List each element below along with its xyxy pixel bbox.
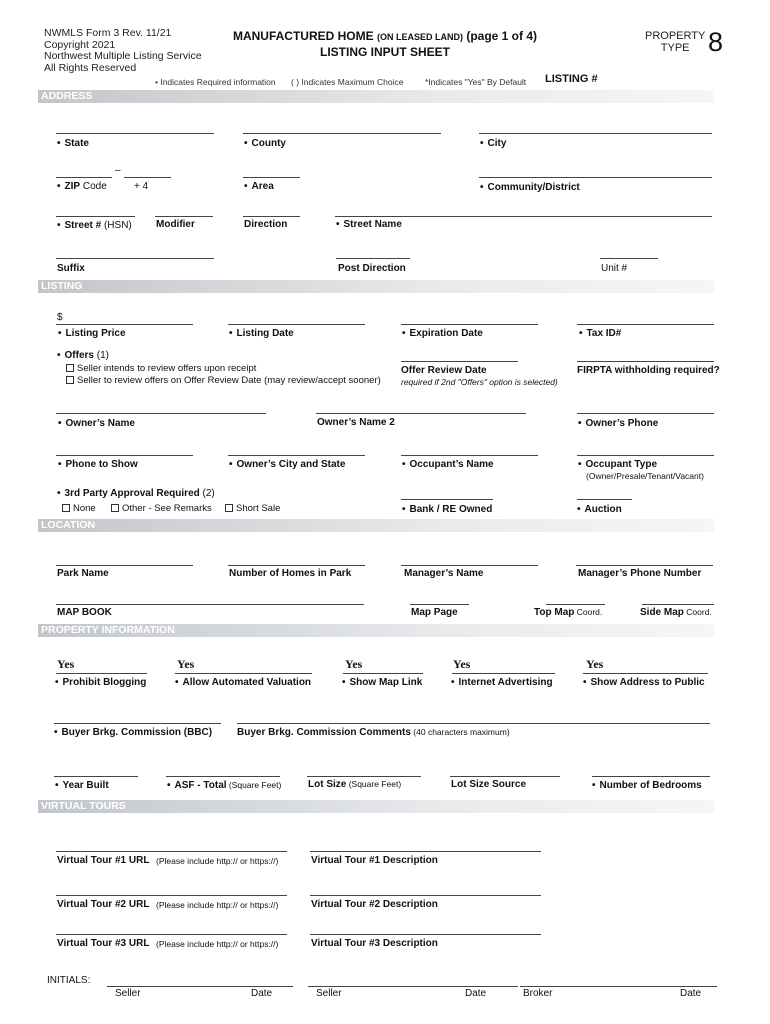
map-page-field[interactable] bbox=[410, 604, 469, 605]
offers-text: Offers bbox=[64, 350, 94, 361]
tour3-url-label: Virtual Tour #3 URL bbox=[57, 938, 150, 949]
title-page: (page 1 of 4) bbox=[466, 29, 538, 43]
third-party-other[interactable] bbox=[111, 503, 212, 514]
owner-phone-field[interactable] bbox=[577, 413, 714, 414]
asf-total-text: ASF - Total bbox=[174, 780, 227, 791]
date3-label: Date bbox=[680, 988, 702, 999]
offers-option-1[interactable] bbox=[66, 363, 256, 374]
owner-phone-label: • Owner’s Phone bbox=[578, 418, 658, 429]
hsn-text: (HSN) bbox=[101, 220, 132, 231]
zip-dash: – bbox=[115, 165, 121, 176]
homes-in-park-label: Number of Homes in Park bbox=[229, 568, 352, 579]
internet-advertising-value[interactable]: Yes bbox=[453, 657, 471, 671]
unit-label: Unit # bbox=[601, 263, 628, 274]
show-map-link-field[interactable] bbox=[343, 673, 423, 674]
side-map-label bbox=[640, 607, 712, 618]
city-label: • City bbox=[480, 138, 506, 149]
third-party-short-sale[interactable] bbox=[225, 503, 280, 514]
checkbox-icon[interactable] bbox=[66, 364, 74, 372]
tax-id-label: • Tax ID# bbox=[579, 328, 621, 339]
state-label: • State bbox=[57, 138, 89, 149]
dollar-sign: $ bbox=[57, 312, 63, 323]
show-map-link-value[interactable]: Yes bbox=[345, 657, 363, 671]
tour1-desc-label: Virtual Tour #1 Description bbox=[311, 855, 438, 866]
tour1-url-note: (Please include http:// or https://) bbox=[156, 856, 279, 866]
owner-name-field[interactable] bbox=[56, 413, 266, 414]
modifier-label: Modifier bbox=[156, 219, 195, 230]
broker-initials-field[interactable] bbox=[520, 986, 717, 987]
post-direction-label: Post Direction bbox=[338, 263, 406, 274]
expiration-date-field[interactable] bbox=[401, 324, 538, 325]
listing-price-label: • Listing Price bbox=[58, 328, 126, 339]
suffix-field[interactable] bbox=[56, 258, 214, 259]
expiration-date-label: • Expiration Date bbox=[402, 328, 483, 339]
show-map-link-label: • Show Map Link bbox=[342, 677, 422, 688]
property-type-value: 8 bbox=[708, 27, 724, 57]
allow-avm-label: • Allow Automated Valuation bbox=[175, 677, 311, 688]
lot-size-text: Lot Size bbox=[308, 779, 347, 790]
homes-in-park-field[interactable] bbox=[228, 565, 365, 566]
bbc-comments-text: Buyer Brkg. Commission Comments bbox=[237, 727, 411, 738]
occupant-type-options: (Owner/Presale/Tenant/Vacant) bbox=[586, 471, 704, 481]
legend-default: *Indicates "Yes" By Default bbox=[425, 77, 527, 87]
date2-label: Date bbox=[465, 988, 487, 999]
direction-field[interactable] bbox=[243, 216, 300, 217]
lot-size-source-label: Lot Size Source bbox=[451, 779, 527, 790]
modifier-field[interactable] bbox=[155, 216, 213, 217]
offers-option-2[interactable] bbox=[66, 375, 381, 386]
tour1-desc-field[interactable] bbox=[310, 851, 541, 852]
lot-size-field[interactable] bbox=[307, 776, 421, 777]
third-party-text: 3rd Party Approval Required bbox=[64, 488, 200, 499]
auction-field[interactable] bbox=[577, 499, 632, 500]
suffix-label: Suffix bbox=[57, 263, 85, 274]
community-label: • Community/District bbox=[480, 182, 580, 193]
top-map-coord: Coord. bbox=[574, 607, 603, 617]
bbc-comments-note: (40 characters maximum) bbox=[410, 727, 510, 737]
checkbox-icon[interactable] bbox=[111, 504, 119, 512]
tour3-desc-field[interactable] bbox=[310, 934, 541, 935]
area-label: • Area bbox=[244, 181, 274, 192]
legend-max: ( ) Indicates Maximum Choice bbox=[291, 77, 404, 87]
listing-date-field[interactable] bbox=[228, 324, 365, 325]
tour2-url-note: (Please include http:// or https://) bbox=[156, 900, 279, 910]
bbc-field[interactable] bbox=[54, 723, 221, 724]
plus4-label: + 4 bbox=[134, 181, 149, 192]
listing-date-label: • Listing Date bbox=[229, 328, 294, 339]
copyright: Copyright 2021 bbox=[44, 38, 116, 51]
lot-size-label bbox=[308, 779, 401, 790]
listing-number-label: LISTING # bbox=[545, 73, 598, 85]
property-type-label bbox=[645, 30, 705, 54]
offer-review-date-field[interactable] bbox=[401, 361, 518, 362]
offer-review-date-label: Offer Review Date bbox=[401, 365, 487, 376]
firpta-label: FIRPTA withholding required? bbox=[577, 365, 720, 376]
third-party-max: (2) bbox=[199, 488, 215, 499]
bbc-comments-label bbox=[237, 727, 510, 738]
top-map-field[interactable] bbox=[546, 604, 605, 605]
form-id: NWMLS Form 3 Rev. 11/21 bbox=[44, 27, 172, 39]
map-book-label: MAP BOOK bbox=[57, 607, 112, 618]
zip-code-text: Code bbox=[80, 181, 107, 192]
manager-name-field[interactable] bbox=[401, 565, 538, 566]
tour1-url-label: Virtual Tour #1 URL bbox=[57, 855, 150, 866]
auction-label: • Auction bbox=[577, 504, 622, 515]
park-name-label: Park Name bbox=[57, 568, 109, 579]
third-party-other-text: Other - See Remarks bbox=[122, 503, 212, 514]
tour2-url-field[interactable] bbox=[56, 895, 287, 896]
side-map-field[interactable] bbox=[642, 604, 714, 605]
top-map-text: Top Map bbox=[534, 607, 575, 618]
show-address-value[interactable]: Yes bbox=[586, 657, 604, 671]
section-listing: LISTING bbox=[38, 280, 714, 293]
offers-label bbox=[57, 350, 109, 361]
firpta-field[interactable] bbox=[577, 361, 714, 362]
manager-phone-label: Manager’s Phone Number bbox=[578, 568, 702, 579]
tax-id-field[interactable] bbox=[577, 324, 714, 325]
side-map-coord: Coord. bbox=[683, 607, 712, 617]
broker-label: Broker bbox=[523, 988, 553, 999]
owner-city-state-field[interactable] bbox=[228, 455, 365, 456]
title-main: MANUFACTURED HOME bbox=[232, 29, 374, 43]
tour2-desc-field[interactable] bbox=[310, 895, 541, 896]
offers-max: (1) bbox=[93, 350, 109, 361]
occupant-name-field[interactable] bbox=[401, 455, 538, 456]
organization: Northwest Multiple Listing Service bbox=[44, 50, 202, 62]
county-label: • County bbox=[244, 138, 286, 149]
street-number-field[interactable] bbox=[56, 216, 135, 217]
bedrooms-field[interactable] bbox=[592, 776, 710, 777]
tour3-url-field[interactable] bbox=[56, 934, 287, 935]
tour3-url-note: (Please include http:// or https://) bbox=[156, 939, 279, 949]
third-party-label bbox=[57, 488, 215, 499]
seller2-label: Seller bbox=[316, 988, 342, 999]
checkbox-icon[interactable] bbox=[66, 376, 74, 384]
offers-option-2-text: Seller to review offers on Offer Review Date (may review/accept sooner) bbox=[77, 375, 381, 386]
post-direction-field[interactable] bbox=[336, 258, 410, 259]
rights: All Rights Reserved bbox=[44, 61, 137, 74]
owner-name2-field[interactable] bbox=[316, 413, 526, 414]
side-map-text: Side Map bbox=[640, 607, 684, 618]
allow-avm-value[interactable]: Yes bbox=[177, 657, 195, 671]
offer-review-note: required if 2nd "Offers" option is selected) bbox=[401, 377, 558, 387]
city-field[interactable] bbox=[479, 133, 712, 134]
street-number-label bbox=[57, 220, 132, 231]
section-property-info: PROPERTY INFORMATION bbox=[38, 624, 714, 637]
asf-unit: (Square Feet) bbox=[226, 780, 282, 790]
street-number-text: Street # bbox=[64, 220, 102, 231]
internet-advertising-label: • Internet Advertising bbox=[451, 677, 553, 688]
bank-reo-field[interactable] bbox=[401, 499, 493, 500]
zip-label bbox=[57, 181, 107, 192]
seller1-initials-field[interactable] bbox=[107, 986, 293, 987]
third-party-none[interactable] bbox=[62, 503, 96, 514]
owner-name-label: • Owner’s Name bbox=[58, 418, 135, 429]
show-address-label: • Show Address to Public bbox=[583, 677, 705, 688]
seller1-label: Seller bbox=[115, 988, 141, 999]
asf-total-label bbox=[167, 780, 281, 791]
section-address: ADDRESS bbox=[38, 90, 714, 103]
bedrooms-label: • Number of Bedrooms bbox=[592, 780, 702, 791]
map-book-field[interactable] bbox=[56, 604, 364, 605]
title-sub: LISTING INPUT SHEET bbox=[319, 45, 450, 59]
show-address-field[interactable] bbox=[583, 673, 708, 674]
third-party-none-text: None bbox=[73, 503, 96, 514]
year-built-field[interactable] bbox=[54, 776, 138, 777]
lot-size-unit: (Square Feet) bbox=[346, 779, 402, 789]
direction-label: Direction bbox=[244, 219, 288, 230]
prohibit-blogging-label: • Prohibit Blogging bbox=[55, 677, 146, 688]
internet-advertising-field[interactable] bbox=[452, 673, 555, 674]
initials-label: INITIALS: bbox=[47, 975, 91, 986]
tour3-desc-label: Virtual Tour #3 Description bbox=[311, 938, 438, 949]
occupant-type-label: • Occupant Type bbox=[578, 459, 657, 470]
manager-phone-field[interactable] bbox=[576, 565, 713, 566]
legend-required: • Indicates Required information bbox=[155, 77, 276, 87]
year-built-label: • Year Built bbox=[55, 780, 109, 791]
allow-avm-field[interactable] bbox=[175, 673, 312, 674]
lot-size-source-field[interactable] bbox=[450, 776, 560, 777]
area-field[interactable] bbox=[243, 177, 300, 178]
manager-name-label: Manager’s Name bbox=[404, 568, 484, 579]
property-type-label-2: TYPE bbox=[660, 42, 690, 54]
zip-text: ZIP bbox=[64, 181, 81, 192]
listing-price-field[interactable] bbox=[56, 324, 193, 325]
prohibit-blogging-field[interactable] bbox=[56, 673, 147, 674]
owner-name2-label: Owner’s Name 2 bbox=[317, 417, 395, 428]
property-type-label-1: PROPERTY bbox=[645, 30, 706, 42]
county-field[interactable] bbox=[243, 133, 441, 134]
top-map-label bbox=[534, 607, 602, 618]
tour1-url-field[interactable] bbox=[56, 851, 287, 852]
occupant-name-label: • Occupant’s Name bbox=[402, 459, 494, 470]
street-name-label: • Street Name bbox=[336, 219, 402, 230]
section-virtual-tours: VIRTUAL TOURS bbox=[38, 800, 714, 813]
unit-field[interactable] bbox=[600, 258, 658, 259]
asf-total-field[interactable] bbox=[166, 776, 280, 777]
date1-label: Date bbox=[251, 988, 273, 999]
bbc-comments-field[interactable] bbox=[237, 723, 710, 724]
phone-to-show-label: • Phone to Show bbox=[58, 459, 138, 470]
third-party-short-text: Short Sale bbox=[236, 503, 281, 514]
map-page-label: Map Page bbox=[411, 607, 458, 618]
park-name-field[interactable] bbox=[56, 565, 193, 566]
bank-reo-label: • Bank / RE Owned bbox=[402, 504, 492, 515]
checkbox-icon[interactable] bbox=[225, 504, 233, 512]
zip-plus4-field[interactable] bbox=[124, 177, 171, 178]
offers-option-1-text: Seller intends to review offers upon receipt bbox=[77, 363, 257, 374]
owner-city-state-label: • Owner’s City and State bbox=[229, 459, 345, 470]
tour2-desc-label: Virtual Tour #2 Description bbox=[311, 899, 438, 910]
seller2-initials-field[interactable] bbox=[308, 986, 518, 987]
bbc-label: • Buyer Brkg. Commission (BBC) bbox=[54, 727, 212, 738]
zip-field[interactable] bbox=[56, 177, 112, 178]
state-field[interactable] bbox=[56, 133, 214, 134]
occupant-type-field[interactable] bbox=[577, 455, 714, 456]
checkbox-icon[interactable] bbox=[62, 504, 70, 512]
tour2-url-label: Virtual Tour #2 URL bbox=[57, 899, 150, 910]
community-field[interactable] bbox=[479, 177, 712, 178]
title-paren: (ON LEASED LAND) bbox=[376, 32, 463, 42]
phone-to-show-field[interactable] bbox=[56, 455, 193, 456]
section-location: LOCATION bbox=[38, 519, 714, 532]
prohibit-blogging-value[interactable]: Yes bbox=[57, 657, 75, 671]
street-name-field[interactable] bbox=[335, 216, 712, 217]
